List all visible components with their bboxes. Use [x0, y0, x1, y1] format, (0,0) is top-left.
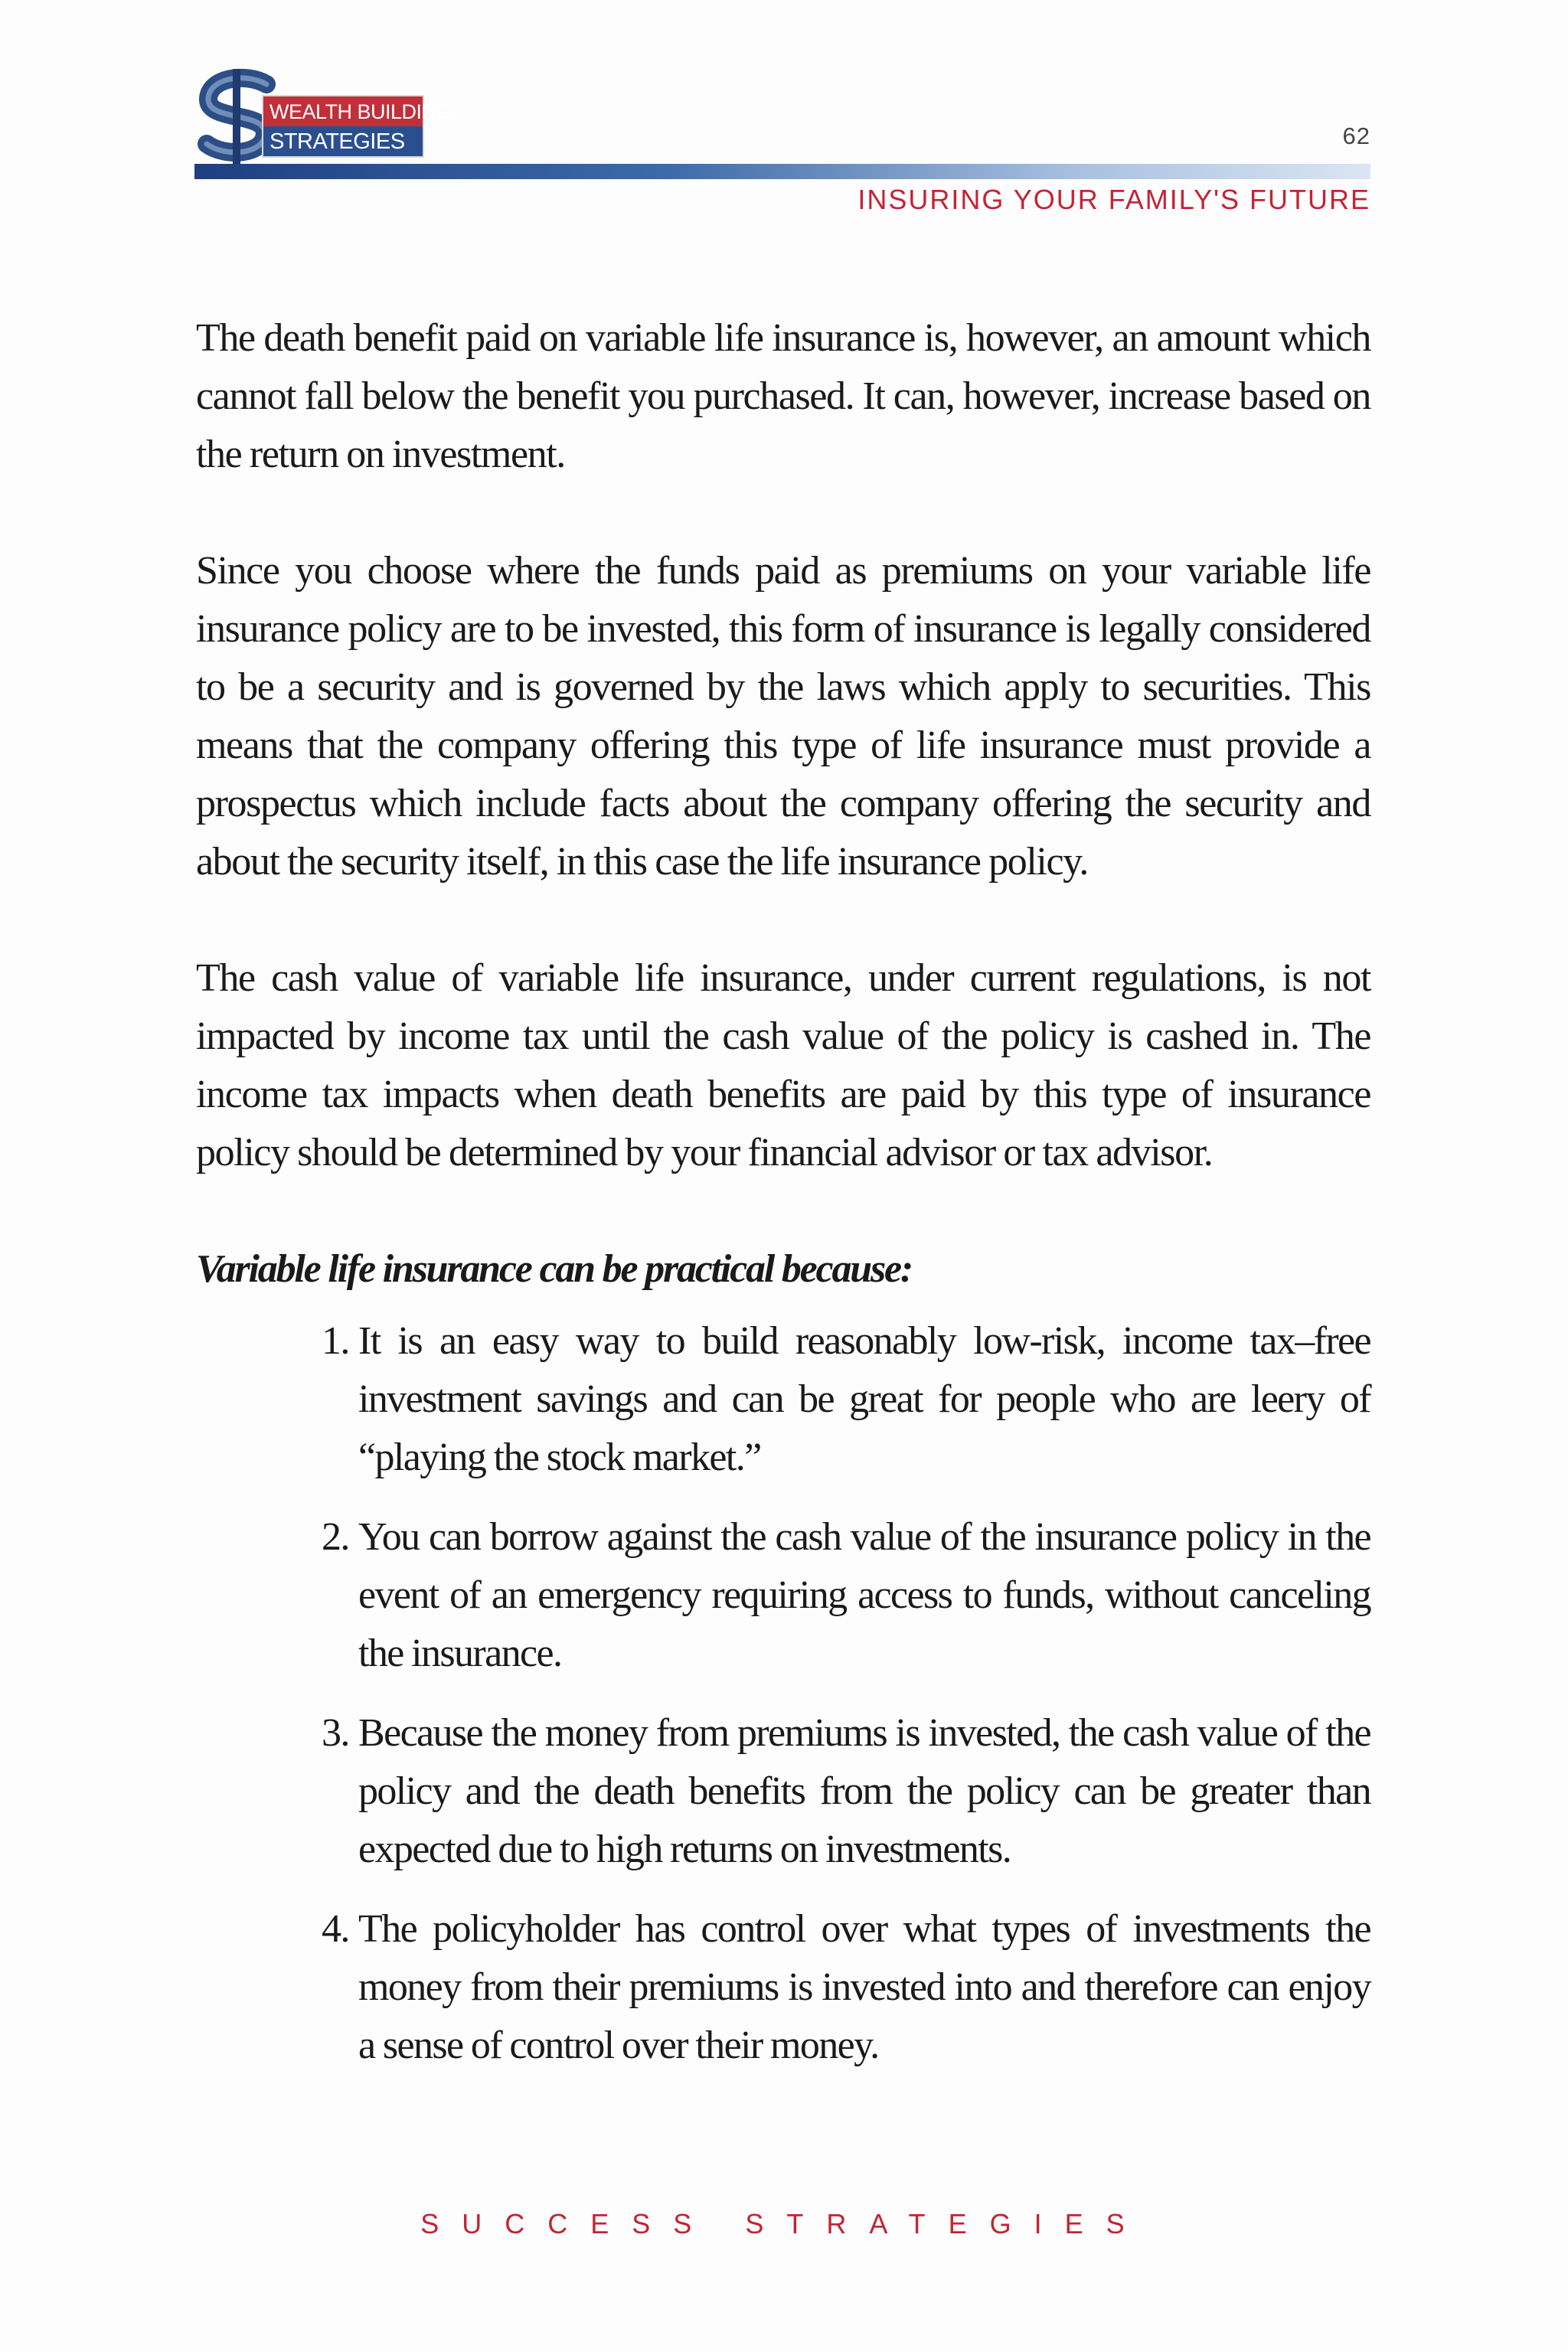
- page-body: [196, 309, 1370, 2096]
- list-item: [322, 1704, 1370, 1879]
- body-paragraph-1: The death benefit paid on variable life insurance is, however, an amount which cannot fall below the benefit you purchased. It can, however, increase based on the return on investment.: [196, 316, 1370, 476]
- logo-line-2: STRATEGIES: [270, 129, 405, 154]
- header-rule: [194, 164, 1370, 179]
- list-item-number: 3.: [322, 1711, 349, 1755]
- section-title: INSURING YOUR FAMILY'S FUTURE: [858, 184, 1370, 215]
- list-item: [322, 1508, 1370, 1683]
- list-item-text: It is an easy way to build reasonably low-risk, income tax–free investment savings and can be great for people who are leery of “playing the stock market.”: [358, 1319, 1370, 1479]
- list-item-text: Because the money from premiums is invested, the cash value of the policy and the death benefits from the policy can be greater than expected due to high returns on investments.: [358, 1711, 1370, 1871]
- list-item-number: 4.: [322, 1907, 349, 1951]
- list-item-text: You can borrow against the cash value of the insurance policy in the event of an emergency requiring access to funds, without canceling the insurance.: [358, 1515, 1370, 1675]
- footer-title: SUCCESS STRATEGIES: [420, 2208, 1148, 2239]
- list-item-number: 2.: [322, 1515, 349, 1559]
- page-number: 62: [1342, 122, 1370, 149]
- logo-line-1: WEALTH BUILDING: [270, 100, 452, 123]
- wealth-building-logo: [191, 67, 452, 167]
- body-paragraph-2: Since you choose where the funds paid as premiums on your variable life insurance policy are to be invested, this form of insurance is legally considered to be a security and is governed by the laws which apply to securities. This means that the company offering this type of life insurance must provide a prospectus which include facts about the company offering the security and about the security itself, in this case the life insurance policy.: [196, 549, 1370, 884]
- logo-wordmark: [262, 95, 452, 158]
- list-item: [322, 1900, 1370, 2075]
- benefits-list: [196, 1312, 1370, 2075]
- list-item: [322, 1312, 1370, 1487]
- list-subheading: Variable life insurance can be practical because:: [196, 1247, 912, 1291]
- list-item-text: The policyholder has control over what types of investments the money from their premiums is invested into and therefore can enjoy a sense of control over their money.: [358, 1907, 1370, 2067]
- body-paragraph-3: The cash value of variable life insurance, under current regulations, is not impacted by income tax until the cash value of the policy is cashed in. The income tax impacts when death benefits are paid by this type of insurance policy should be determined by your financial advisor or tax advisor.: [196, 956, 1370, 1174]
- list-item-number: 1.: [322, 1319, 349, 1363]
